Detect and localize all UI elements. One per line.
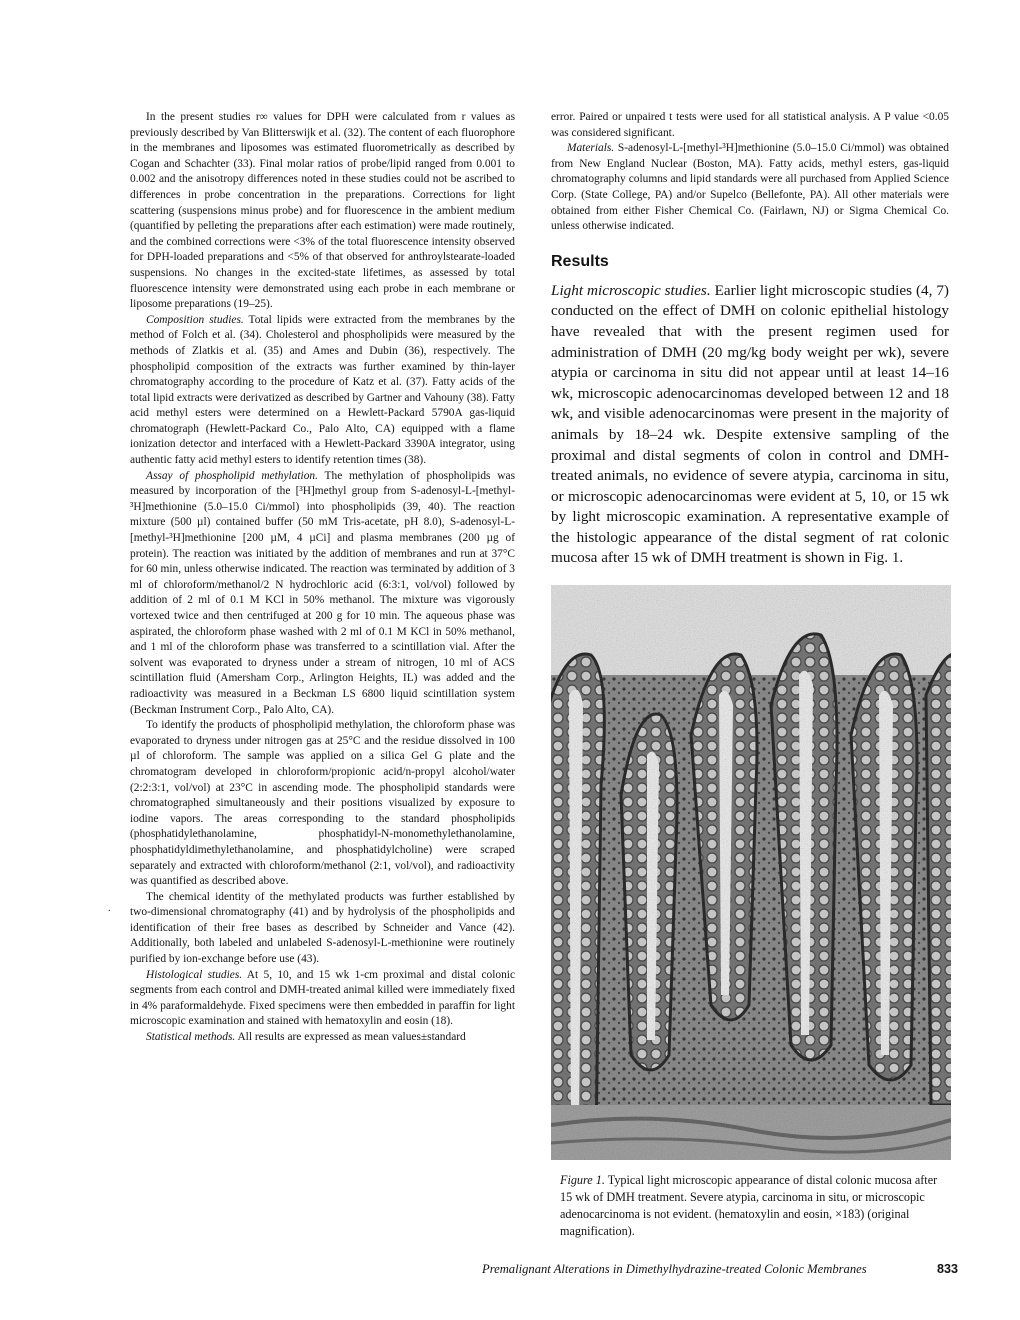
page-number: 833 [936, 1262, 958, 1276]
figure-caption [560, 1172, 952, 1240]
caption-text: Typical light microscopic appearance of distal colonic mucosa after 15 wk of DMH treatment. Severe atypia, carcinoma in situ, or microscopic adenocarcinoma is not evident. (hematoxylin and eosin, ×183) (original magnification). [560, 1173, 938, 1238]
paragraph-methylation-products: To identify the products of phospholipid methylation, the chloroform phase was evaporated to dryness under nitrogen gas at 25°C and the residue dissolved in 100 µl of chloroform. The sample was applied on a silica Gel G plate and the chromatogram developed in chloroform/propionic acid/n-propyl alcohol/water (2:2:3:1, vol/vol) at 23°C in ascending mode. The phospholipid standards were chromatographed simultaneously and their positions visualized by exposure to iodine vapors. The areas corresponding to the standard phospholipids (phosphatidylethanolamine, phosphatidyl-N-monomethylethanolamine, phosphatidyldimethylethanolamine, and phosphatidylcholine) were scraped separately and extracted with chloroform/methanol (2:1, vol/vol), and radioactivity was quantified as described above. [130, 719, 515, 888]
paragraph-text: The methylation of phospholipids was measured by incorporation of the [³H]methyl group from S-adenosyl-L-[methyl-³H]methionine (5.0–15.0 Ci/mmol) into phospholipids (39, 40). The reaction mixture (500 µl) contained buffer (50 mM Tris-acetate, pH 8.0), S-adenosyl-L-[methyl-³H]methionine [200 µM, 4 µCi] and plasma membranes (200 µg of protein). The reaction was initiated by the addition of membranes and run at 37°C for 60 min, unless otherwise indicated. The reaction was terminated by addition of 3 ml of chloroform/methanol/2 N hydrochloric acid (6:3:1, vol/vol) followed by addition of 2 ml of 0.1 M KCl in 50% methanol. The mixture was vigorously vortexed twice and then centrifuged at 200 g for 10 min. The aqueous phase was aspirated, the chloroform phase washed with 2 ml of 0.1 M KCl in 50% methanol, and 1 ml of the chloroform phase was transferred to a scintillation vial. After the solvent was evaporated to dryness under a stream of nitrogen, 10 ml of ACS scintillation fluid (Amersham Corp., Arlington Heights, IL) was added and the radioactivity was measured in a Beckman LS 6800 liquid scintillation system (Beckman Instrument Corp., Palo Alto, CA). [130, 469, 515, 716]
paragraph-methylation-assay [130, 469, 515, 719]
page-footer [482, 1262, 962, 1277]
figure-label: Figure 1. [560, 1173, 605, 1187]
paragraph-light-microscopy [551, 281, 949, 569]
section-lead: Histological studies. [146, 968, 243, 981]
results-heading: Results [551, 252, 609, 270]
section-lead: Light microscopic studies. [551, 281, 711, 299]
paragraph-fluorescence-corrections: In the present studies r∞ values for DPH were calculated from r values as previously described by Van Blitterswijk et al. (32). The content of each fluorophore in the membranes and liposomes was estimated fluorometrically as described by Cogan and Schachter (33). Final molar ratios of probe/lipid ranged from 0.001 to 0.002 and the anisotropy differences noted in these studies could not be ascribed to differences in probe concentration in the preparations. Corrections for light scattering (suspensions minus probe) and for fluorescence in the ambient medium (quantified by pelleting the preparations after each estimation) were made routinely, and the combined corrections were <3% of the total fluorescence intensity observed for DPH-loaded preparations and <5% of that observed for anthroylstearate-loaded suspensions. No changes in the excited-state lifetimes, as assessed by total fluorescence intensity were demonstrated using each probe in each membrane or liposome preparations (19–25). [130, 111, 515, 311]
section-lead: Composition studies. [146, 313, 244, 326]
paragraph-text: At 5, 10, and 15 wk 1-cm proximal and distal colonic segments from each control and DMH-treated animal killed were immediately fixed in 4% paraformaldehyde. Fixed specimens were then embedded in paraffin for light microscopic examination and stained with hematoxylin and eosin (18). [130, 968, 515, 1028]
paragraph-composition-studies [130, 313, 515, 469]
paragraph-statistics-cont: error. Paired or unpaired t tests were used for all statistical analysis. A P value <0.05 was considered significant. [551, 111, 949, 139]
micrograph-figure [551, 585, 951, 1160]
section-lead: Statistical methods. [146, 1031, 236, 1044]
paragraph-histological-studies [130, 968, 515, 1030]
section-lead: Materials. [567, 142, 615, 155]
paragraph-statistical-methods [130, 1030, 515, 1046]
left-column [130, 110, 515, 1046]
methods-continuation [551, 110, 949, 235]
right-column [551, 110, 949, 569]
section-lead: Assay of phospholipid methylation. [146, 469, 318, 482]
micrograph-image [551, 585, 951, 1160]
paragraph-materials [551, 141, 949, 235]
paragraph-text: Earlier light microscopic studies (4, 7) conducted on the effect of DMH on colonic epithelial histology have revealed that with the present regimen used for administration of DMH (20 mg/kg body weight per wk), severe atypia or carcinoma in situ did not appear until at least 14–16 wk, microscopic adenocarcinomas developed between 12 and 18 wk, and visible adenocarcinomas were present in the majority of animals by 18–24 wk. Despite extensive sampling of the proximal and distal segments of colon in control and DMH-treated animals, no evidence of severe atypia, carcinoma in situ, or microscopic adenocarcinomas were evident at 5, 10, or 15 wk by light microscopic examination. A representative example of the histologic appearance of the distal segment of rat colonic mucosa after 15 wk of DMH treatment is shown in Fig. 1. [551, 281, 949, 567]
results-body [551, 281, 949, 569]
running-title: Premalignant Alterations in Dimethylhydrazine-treated Colonic Membranes [482, 1262, 867, 1276]
paragraph-text: S-adenosyl-L-[methyl-³H]methionine (5.0–15.0 Ci/mmol) was obtained from New England Nuclear (Boston, MA). Fatty acids, methyl esters, gas-liquid chromatography columns and lipid standards were all purchased from Applied Science Corp. (State College, PA) and/or Supelco (Bellefonte, PA). All other materials were obtained from either Fisher Chemical Co. (Fairlawn, NJ) or Sigma Chemical Co. unless otherwise indicated. [551, 142, 949, 233]
paragraph-text: All results are expressed as mean values±standard [235, 1031, 466, 1044]
margin-mark: . [108, 903, 111, 914]
paragraph-text: Total lipids were extracted from the membranes by the method of Folch et al. (34). Cholesterol and phospholipids were measured by the methods of Zlatkis et al. (35) and Ames and Dubin (36), respectively. The phospholipid composition of the extracts was further examined by thin-layer chromatography according to the procedure of Katz et al. (37). Fatty acids of the total lipid extracts were derivatized as described by Gartner and Vahouny (38). Fatty acid methyl esters were determined on a Hewlett-Packard 5790A gas-liquid chromatograph (Hewlett-Packard Co., Palo Alto, CA) equipped with a flame ionization detector and interfaced with a Hewlett-Packard 3390A integrator, using authentic fatty acid methyl esters to identify retention times (38). [130, 313, 515, 467]
paragraph-chemical-identity: The chemical identity of the methylated products was further established by two-dimensional chromatography (41) and by hydrolysis of the phospholipids and identification of their free bases as described by Schneider and Vance (42). Additionally, both labeled and unlabeled S-adenosyl-L-methionine were routinely purified by ion-exchange before use (43). [130, 890, 515, 966]
